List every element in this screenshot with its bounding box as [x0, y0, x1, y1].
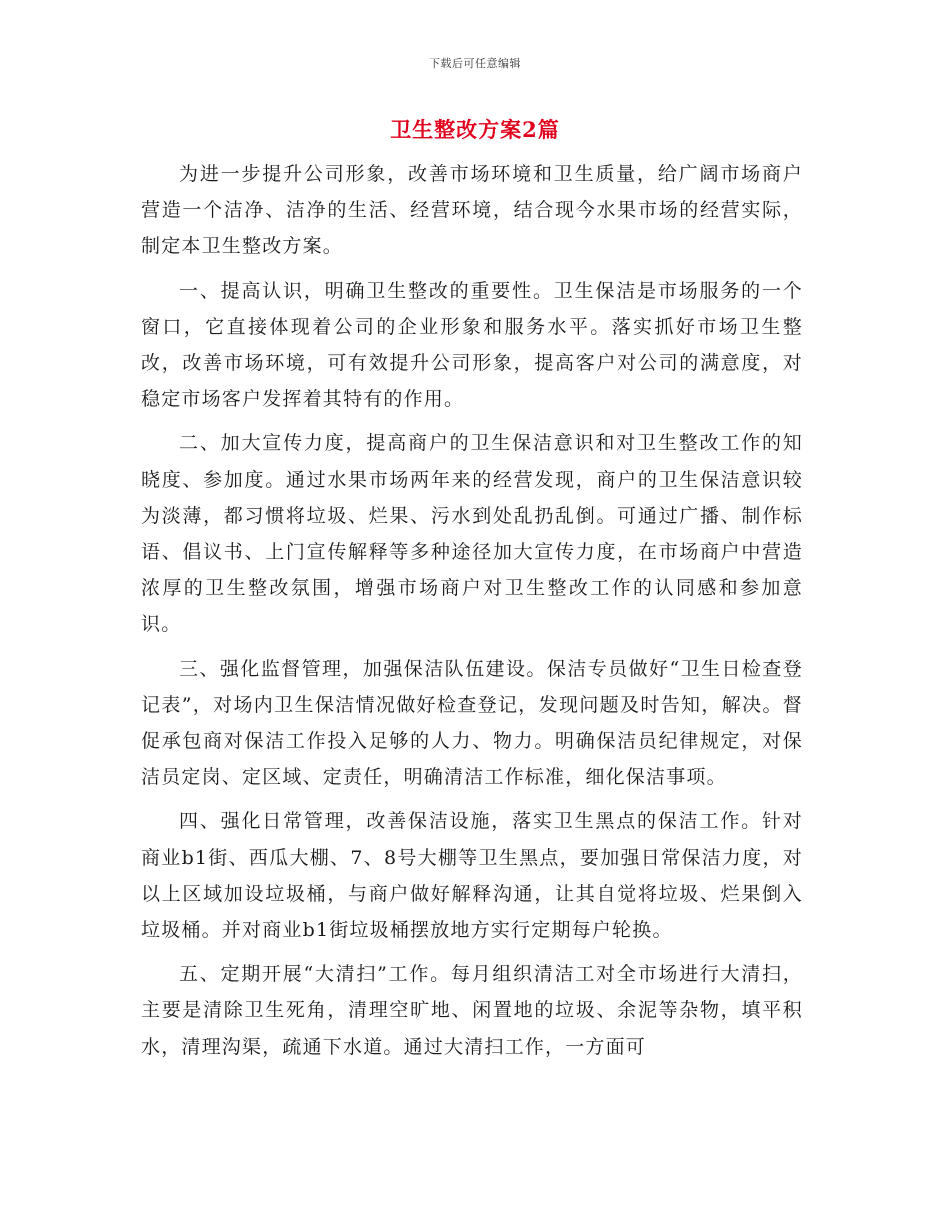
document-title: 卫生整改方案2篇: [390, 117, 560, 142]
paragraph-section-3: 三、强化监督管理，加强保洁队伍建设。保洁专员做好“卫生日检查登记表”，对场内卫生保洁情况做好检查登记，发现问题及时告知，解决。督促承包商对保洁工作投入足够的人力、物力。明确保洁员纪律规定，对保洁员定岗、定区域、定责任，明确清洁工作标准，细化保洁事项。: [141, 657, 803, 789]
paragraph-section-2: 二、加大宣传力度，提高商户的卫生保洁意识和对卫生整改工作的知晓度、参加度。通过水果市场两年来的经营发现，商户的卫生保洁意识较为淡薄，都习惯将垃圾、烂果、污水到处乱扔乱倒。可通过广播、制作标语、倡议书、上门宣传解释等多种途径加大宣传力度，在市场商户中营造浓厚的卫生整改氛围，增强市场商户对卫生整改工作的认同感和参加意识。: [141, 432, 803, 636]
paragraph-section-4: 四、强化日常管理，改善保洁设施，落实卫生黑点的保洁工作。针对商业b1街、西瓜大棚、7、8号大棚等卫生黑点，要加强日常保洁力度，对以上区域加设垃圾桶，与商户做好解释沟通，让其自觉将垃圾、烂果倒入垃圾桶。并对商业b1街垃圾桶摆放地方实行定期每户轮换。: [141, 810, 803, 942]
header-note: 下载后可任意编辑: [429, 57, 521, 70]
paragraph-section-1: 一、提高认识，明确卫生整改的重要性。卫生保洁是市场服务的一个窗口，它直接体现着公司的企业形象和服务水平。落实抓好市场卫生整改，改善市场环境，可有效提升公司形象，提高客户对公司的满意度，对稳定市场客户发挥着其特有的作用。: [141, 279, 803, 411]
document-body: [141, 156, 803, 1073]
paragraph-intro: 为进一步提升公司形象，改善市场环境和卫生质量，给广阔市场商户营造一个洁净、洁净的生活、经营环境，结合现今水果市场的经营实际，制定本卫生整改方案。: [141, 163, 803, 258]
paragraph-section-5: 五、定期开展“大清扫”工作。每月组织清洁工对全市场进行大清扫，主要是清除卫生死角，清理空旷地、闲置地的垃圾、余泥等杂物，填平积水，清理沟渠，疏通下水道。通过大清扫工作，一方面可: [141, 963, 803, 1058]
